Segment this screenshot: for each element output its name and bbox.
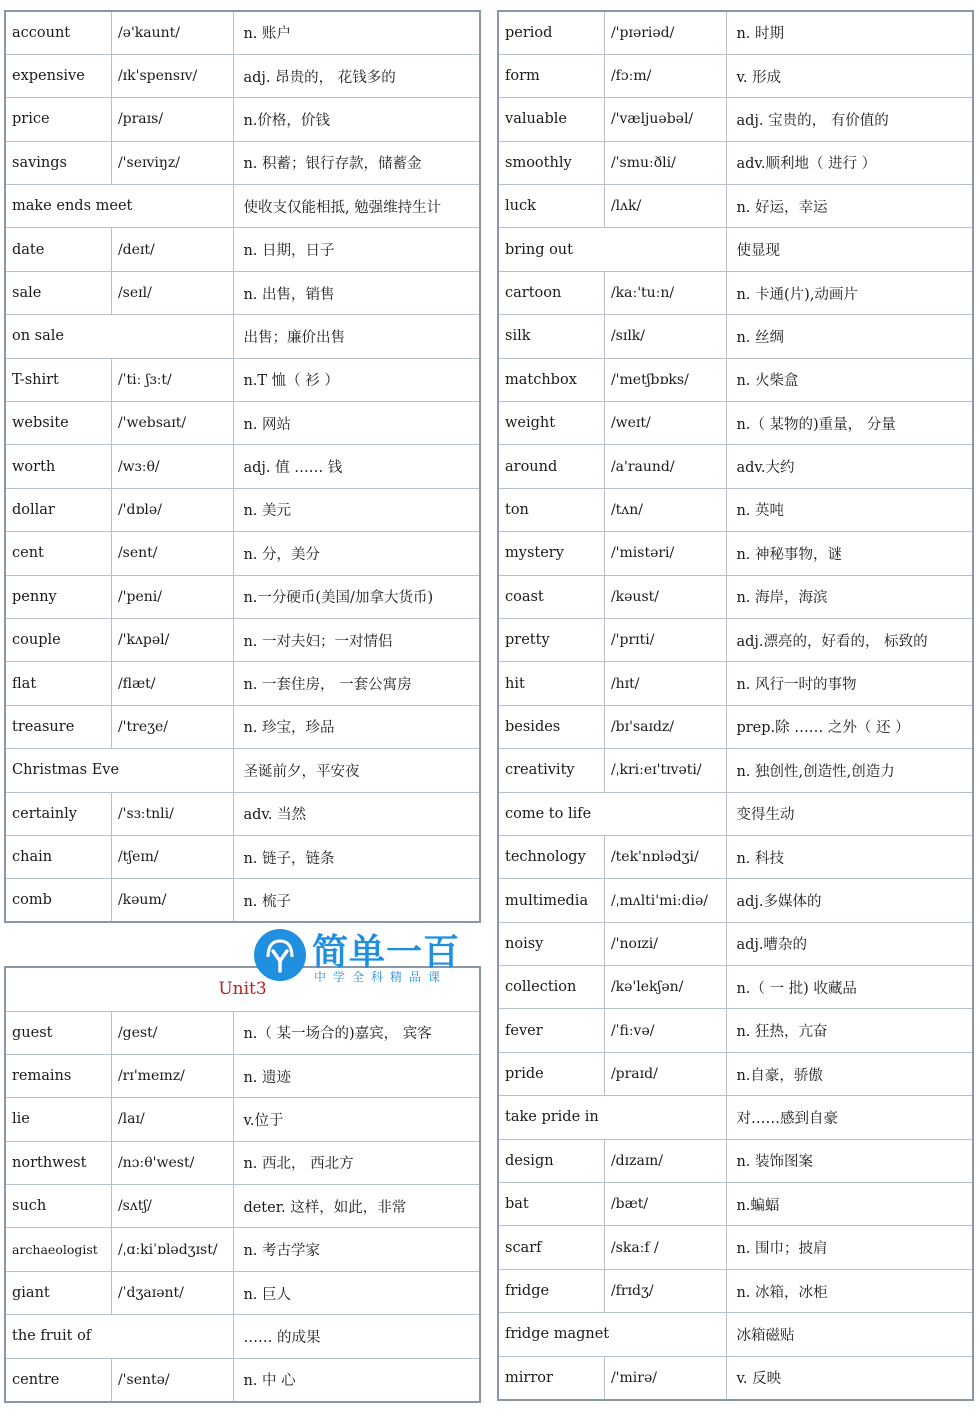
vocab-row: [5, 1358, 480, 1401]
meaning-cell: n. 风行一时的事物: [727, 662, 973, 705]
meaning-cell: v. 形成: [727, 54, 973, 97]
phonetic-cell: /kəust/: [604, 575, 727, 618]
phonetic-cell: /'mistəri/: [604, 532, 727, 575]
meaning-cell: 使收支仅能相抵, 勉强维持生计: [234, 185, 480, 228]
word-cell: dollar: [5, 488, 111, 531]
vocab-row: [498, 228, 973, 271]
vocab-row: [5, 358, 480, 401]
phonetic-cell: /'kʌpəl/: [111, 618, 234, 661]
meaning-cell: n.T 恤（ 衫 ）: [234, 358, 480, 401]
word-cell: such: [5, 1185, 111, 1228]
meaning-cell: n. 狂热，亢奋: [727, 1009, 973, 1052]
meaning-cell: n. 围巾；披肩: [727, 1226, 973, 1269]
meaning-cell: n. 分，美分: [234, 532, 480, 575]
meaning-cell: adv.大约: [727, 445, 973, 488]
vocab-table-unit3: [4, 966, 481, 1403]
vocab-row: [5, 228, 480, 271]
meaning-cell: 冰箱磁贴: [727, 1313, 973, 1356]
word-cell: technology: [498, 835, 604, 878]
phonetic-cell: /'metʃbɒks/: [604, 358, 727, 401]
meaning-cell: adj.多媒体的: [727, 879, 973, 922]
phonetic-cell: /kə'lekʃən/: [604, 966, 727, 1009]
phonetic-cell: /'websaɪt/: [111, 402, 234, 445]
meaning-cell: adj.嘈杂的: [727, 922, 973, 965]
word-cell: savings: [5, 141, 111, 184]
vocab-row: [5, 749, 480, 792]
phonetic-cell: /ˌkriːeɪ'tɪvəti/: [604, 749, 727, 792]
word-cell: cent: [5, 532, 111, 575]
meaning-cell: adj. 昂贵的， 花钱多的: [234, 54, 480, 97]
phonetic-cell: /tek'nɒlədʒi/: [604, 835, 727, 878]
word-cell: bring out: [498, 228, 727, 271]
vocab-row: [498, 445, 973, 488]
vocab-row: [5, 835, 480, 878]
word-cell: lie: [5, 1098, 111, 1141]
meaning-cell: n. 一对夫妇；一对情侣: [234, 618, 480, 661]
vocab-row: [498, 141, 973, 184]
word-cell: flat: [5, 662, 111, 705]
brand-name: 简单一百: [312, 932, 461, 973]
meaning-cell: n. 网站: [234, 402, 480, 445]
word-cell: scarf: [498, 1226, 604, 1269]
phonetic-cell: /kaː'tuːn/: [604, 271, 727, 314]
phonetic-cell: /lʌk/: [604, 185, 727, 228]
phonetic-cell: /'prɪti/: [604, 618, 727, 661]
word-cell: ton: [498, 488, 604, 531]
meaning-cell: adj.漂亮的，好看的， 标致的: [727, 618, 973, 661]
phonetic-cell: /'sɜːtnli/: [111, 792, 234, 835]
word-cell: besides: [498, 705, 604, 748]
vocab-row: [5, 445, 480, 488]
vocab-row: [5, 705, 480, 748]
meaning-cell: n. 积蓄；银行存款，储蓄金: [234, 141, 480, 184]
word-cell: hit: [498, 662, 604, 705]
word-cell: valuable: [498, 98, 604, 141]
phonetic-cell: /weɪt/: [604, 402, 727, 445]
meaning-cell: n. 考古学家: [234, 1228, 480, 1271]
vocab-row: [498, 1139, 973, 1182]
vocab-row: [5, 1098, 480, 1141]
word-cell: silk: [498, 315, 604, 358]
phonetic-cell: /rɪ'meɪnz/: [111, 1054, 234, 1097]
headphone-y-icon: [254, 929, 306, 981]
meaning-cell: n.一分硬币(美国/加拿大货币): [234, 575, 480, 618]
vocab-row: [5, 402, 480, 445]
word-cell: mystery: [498, 532, 604, 575]
vocab-row: [5, 1185, 480, 1228]
meaning-cell: n.（ 某一场合的)嘉宾， 宾客: [234, 1011, 480, 1054]
meaning-cell: n. 科技: [727, 835, 973, 878]
phonetic-cell: /'mirə/: [604, 1356, 727, 1399]
meaning-cell: n. 账户: [234, 11, 480, 54]
word-cell: couple: [5, 618, 111, 661]
word-cell: giant: [5, 1271, 111, 1314]
word-cell: period: [498, 11, 604, 54]
vocab-row: [498, 705, 973, 748]
meaning-cell: prep.除 …… 之外（ 还 ）: [727, 705, 973, 748]
vocab-row: [498, 1009, 973, 1052]
word-cell: the fruit of: [5, 1315, 234, 1358]
vocab-row: [498, 532, 973, 575]
word-cell: account: [5, 11, 111, 54]
vocab-row: [498, 662, 973, 705]
vocab-row: [5, 185, 480, 228]
meaning-cell: n. 遗迹: [234, 1054, 480, 1097]
meaning-cell: adj. 宝贵的， 有价值的: [727, 98, 973, 141]
word-cell: design: [498, 1139, 604, 1182]
word-cell: weight: [498, 402, 604, 445]
meaning-cell: n. 珍宝，珍品: [234, 705, 480, 748]
meaning-cell: n. 梳子: [234, 879, 480, 922]
phonetic-cell: /'treʒe/: [111, 705, 234, 748]
vocab-row: [498, 1356, 973, 1399]
vocab-row: [498, 488, 973, 531]
phonetic-cell: /ɪk'spensɪv/: [111, 54, 234, 97]
word-cell: make ends meet: [5, 185, 234, 228]
meaning-cell: n. 中 心: [234, 1358, 480, 1401]
vocab-row: [5, 1228, 480, 1271]
phonetic-cell: /tʌn/: [604, 488, 727, 531]
word-cell: worth: [5, 445, 111, 488]
vocab-row: [5, 1271, 480, 1314]
phonetic-cell: /bæt/: [604, 1183, 727, 1226]
vocab-table-right: [497, 10, 974, 1401]
phonetic-cell: /ˈdʒaɪənt/: [111, 1271, 234, 1314]
vocab-row: [5, 315, 480, 358]
vocab-row: [498, 1313, 973, 1356]
word-cell: multimedia: [498, 879, 604, 922]
word-cell: date: [5, 228, 111, 271]
word-cell: cartoon: [498, 271, 604, 314]
vocab-row: [5, 98, 480, 141]
phonetic-cell: /sʌtʃ/: [111, 1185, 234, 1228]
vocab-row: [498, 11, 973, 54]
phonetic-cell: /'dɒlə/: [111, 488, 234, 531]
word-cell: treasure: [5, 705, 111, 748]
vocab-row: [498, 402, 973, 445]
meaning-cell: n.蝙蝠: [727, 1183, 973, 1226]
vocab-row: [498, 749, 973, 792]
meaning-cell: n.自豪，骄傲: [727, 1052, 973, 1095]
phonetic-cell: /deɪt/: [111, 228, 234, 271]
vocab-row: [498, 185, 973, 228]
meaning-cell: n. 丝绸: [727, 315, 973, 358]
meaning-cell: v.位于: [234, 1098, 480, 1141]
vocab-row: [498, 835, 973, 878]
phonetic-cell: /sent/: [111, 532, 234, 575]
unit-title: Unit3: [5, 967, 480, 1011]
vocab-row: [498, 879, 973, 922]
phonetic-cell: /dɪzaɪn/: [604, 1139, 727, 1182]
vocab-row: [498, 54, 973, 97]
word-cell: penny: [5, 575, 111, 618]
vocab-row: [498, 922, 973, 965]
phonetic-cell: /ˈsmuːðli/: [604, 141, 727, 184]
vocab-row: [5, 662, 480, 705]
meaning-cell: n.（ 一 批) 收藏品: [727, 966, 973, 1009]
meaning-cell: 出售；廉价出售: [234, 315, 480, 358]
word-cell: T-shirt: [5, 358, 111, 401]
phonetic-cell: /'peni/: [111, 575, 234, 618]
vocab-row: [5, 54, 480, 97]
vocab-row: [5, 532, 480, 575]
vocab-row: [498, 618, 973, 661]
vocab-row: [5, 618, 480, 661]
word-cell: website: [5, 402, 111, 445]
phonetic-cell: /'sentə/: [111, 1358, 234, 1401]
word-cell: fever: [498, 1009, 604, 1052]
meaning-cell: n. 装饰图案: [727, 1139, 973, 1182]
vocab-row: [498, 1096, 973, 1139]
brand-tagline: 中学全科精品课: [314, 970, 448, 984]
meaning-cell: n. 时期: [727, 11, 973, 54]
vocab-row: [498, 271, 973, 314]
word-cell: take pride in: [498, 1096, 727, 1139]
word-cell: pretty: [498, 618, 604, 661]
vocab-row: [498, 1269, 973, 1312]
word-cell: bat: [498, 1183, 604, 1226]
meaning-cell: …… 的成果: [234, 1315, 480, 1358]
meaning-cell: adj. 值 …… 钱: [234, 445, 480, 488]
word-cell: northwest: [5, 1141, 111, 1184]
vocab-row: [5, 1054, 480, 1097]
meaning-cell: n. 神秘事物，谜: [727, 532, 973, 575]
word-cell: expensive: [5, 54, 111, 97]
vocab-row: [498, 98, 973, 141]
phonetic-cell: /bɪ'saɪdz/: [604, 705, 727, 748]
meaning-cell: 使显现: [727, 228, 973, 271]
word-cell: sale: [5, 271, 111, 314]
meaning-cell: 变得生动: [727, 792, 973, 835]
vocab-row: [5, 11, 480, 54]
vocab-row: [5, 1141, 480, 1184]
word-cell: collection: [498, 966, 604, 1009]
phonetic-cell: /ə'kaunt/: [111, 11, 234, 54]
vocab-row: [498, 1183, 973, 1226]
phonetic-cell: /skaːf /: [604, 1226, 727, 1269]
word-cell: luck: [498, 185, 604, 228]
phonetic-cell: /sɪlk/: [604, 315, 727, 358]
word-cell: archaeologist: [5, 1228, 111, 1271]
word-cell: noisy: [498, 922, 604, 965]
phonetic-cell: /praɪd/: [604, 1052, 727, 1095]
word-cell: smoothly: [498, 141, 604, 184]
phonetic-cell: /praɪs/: [111, 98, 234, 141]
vocab-row: [498, 792, 973, 835]
vocab-row: [5, 488, 480, 531]
meaning-cell: n. 西北， 西北方: [234, 1141, 480, 1184]
meaning-cell: n. 一套住房， 一套公寓房: [234, 662, 480, 705]
meaning-cell: 对……感到自豪: [727, 1096, 973, 1139]
phonetic-cell: /laɪ/: [111, 1098, 234, 1141]
phonetic-cell: /ˌmʌlti'miːdiə/: [604, 879, 727, 922]
phonetic-cell: /hɪt/: [604, 662, 727, 705]
phonetic-cell: /'væljuəbəl/: [604, 98, 727, 141]
word-cell: matchbox: [498, 358, 604, 401]
meaning-cell: n. 火柴盒: [727, 358, 973, 401]
phonetic-cell: /kəum/: [111, 879, 234, 922]
phonetic-cell: /ˌɑːkiˈɒlədʒɪst/: [111, 1228, 234, 1271]
word-cell: price: [5, 98, 111, 141]
phonetic-cell: /'noɪzi/: [604, 922, 727, 965]
phonetic-cell: /fɔːm/: [604, 54, 727, 97]
vocab-row: [498, 315, 973, 358]
vocab-row: [498, 966, 973, 1009]
phonetic-cell: /flæt/: [111, 662, 234, 705]
word-cell: centre: [5, 1358, 111, 1401]
vocab-row: [498, 1052, 973, 1095]
phonetic-cell: /ˈtiː ʃɜːt/: [111, 358, 234, 401]
vocab-row: [5, 271, 480, 314]
word-cell: Christmas Eve: [5, 749, 234, 792]
vocab-row: [5, 1011, 480, 1054]
meaning-cell: adv.顺利地（ 进行 ）: [727, 141, 973, 184]
meaning-cell: n. 巨人: [234, 1271, 480, 1314]
meaning-cell: n. 独创性,创造性,创造力: [727, 749, 973, 792]
word-cell: around: [498, 445, 604, 488]
vocab-table-left-top: [4, 10, 481, 923]
phonetic-cell: /gest/: [111, 1011, 234, 1054]
vocab-row: [5, 879, 480, 922]
vocab-row: [498, 358, 973, 401]
meaning-cell: 圣诞前夕，平安夜: [234, 749, 480, 792]
word-cell: guest: [5, 1011, 111, 1054]
word-cell: mirror: [498, 1356, 604, 1399]
phonetic-cell: /seɪl/: [111, 271, 234, 314]
word-cell: chain: [5, 835, 111, 878]
word-cell: comb: [5, 879, 111, 922]
word-cell: remains: [5, 1054, 111, 1097]
meaning-cell: n. 英吨: [727, 488, 973, 531]
meaning-cell: n. 链子，链条: [234, 835, 480, 878]
word-cell: fridge magnet: [498, 1313, 727, 1356]
word-cell: on sale: [5, 315, 234, 358]
meaning-cell: n. 好运，幸运: [727, 185, 973, 228]
word-cell: coast: [498, 575, 604, 618]
vocab-row: [498, 1226, 973, 1269]
phonetic-cell: /'seɪviŋz/: [111, 141, 234, 184]
word-cell: fridge: [498, 1269, 604, 1312]
vocab-row: [5, 1315, 480, 1358]
brand-logo: [254, 922, 474, 986]
meaning-cell: n. 美元: [234, 488, 480, 531]
meaning-cell: adv. 当然: [234, 792, 480, 835]
word-cell: certainly: [5, 792, 111, 835]
word-cell: pride: [498, 1052, 604, 1095]
meaning-cell: v. 反映: [727, 1356, 973, 1399]
meaning-cell: n. 日期，日子: [234, 228, 480, 271]
meaning-cell: n. 卡通(片),动画片: [727, 271, 973, 314]
word-cell: come to life: [498, 792, 727, 835]
vocab-row: [5, 575, 480, 618]
meaning-cell: n.（ 某物的)重量， 分量: [727, 402, 973, 445]
phonetic-cell: /frɪdʒ/: [604, 1269, 727, 1312]
phonetic-cell: /nɔːθ'west/: [111, 1141, 234, 1184]
meaning-cell: n. 冰箱，冰柜: [727, 1269, 973, 1312]
vocab-row: [498, 575, 973, 618]
phonetic-cell: /wɜːθ/: [111, 445, 234, 488]
phonetic-cell: /'pɪəriəd/: [604, 11, 727, 54]
meaning-cell: deter. 这样，如此，非常: [234, 1185, 480, 1228]
word-cell: form: [498, 54, 604, 97]
meaning-cell: n. 出售，销售: [234, 271, 480, 314]
phonetic-cell: /a'raund/: [604, 445, 727, 488]
word-cell: creativity: [498, 749, 604, 792]
phonetic-cell: /tʃeɪn/: [111, 835, 234, 878]
vocab-row: [5, 141, 480, 184]
vocab-row: [5, 792, 480, 835]
meaning-cell: n.价格，价钱: [234, 98, 480, 141]
meaning-cell: n. 海岸，海滨: [727, 575, 973, 618]
phonetic-cell: /ˈfiːvə/: [604, 1009, 727, 1052]
